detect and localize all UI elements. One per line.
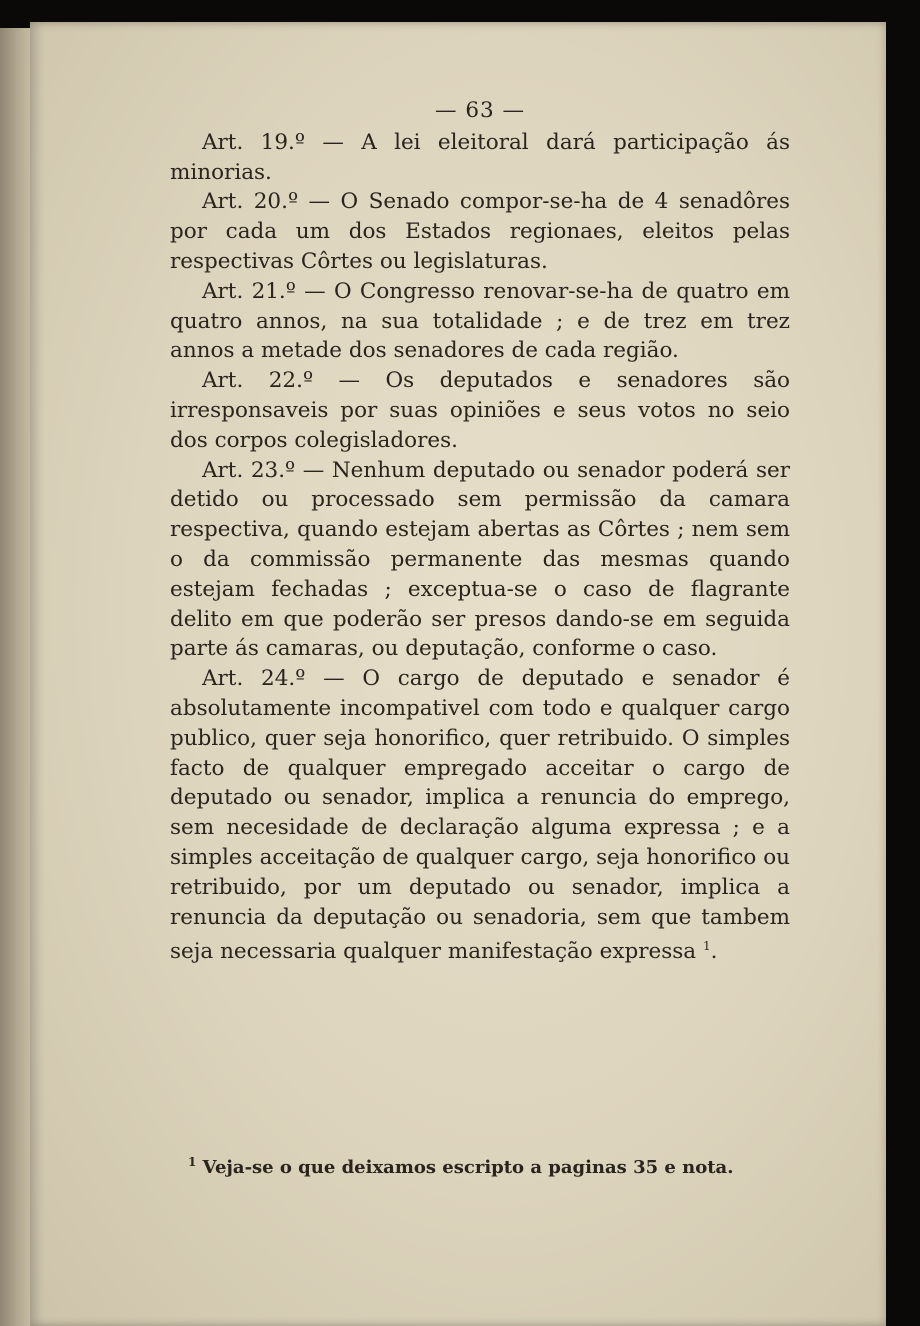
article-24-text: Art. 24.º — O cargo de deputado e senador é absolutamente incompativel com todo e qualquer cargo publico, quer seja honorifico, quer retribuido. O simples facto de qualquer empregado acceitar o cargo de deputado ou senador, implica a renuncia do emprego, sem necesidade de declaração alguma expressa ; e a simples acceitação de qualquer cargo, seja honorifico ou retribuido, por um deputado ou senador, implica a renuncia da deputação ou senadoria, sem que tambem seja necessaria qualquer manifestação expressa [170, 666, 790, 965]
article-19: Art. 19.º — A lei eleitoral dará participação ás minorias. [170, 129, 790, 185]
article-22: Art. 22.º — Os deputados e senadores são irresponsaveis por suas opiniões e seus votos no seio dos corpos colegisladores. [170, 368, 790, 453]
article-23: Art. 23.º — Nenhum deputado ou senador poderá ser detido ou processado sem permissão da camara respectiva, quando estejam abertas as Côrtes ; nem sem o da commissão permanente das mesmas quando estejam fechadas ; exceptua-se o caso de flagrante delito em que poderão ser presos dando-se em seguida parte ás camaras, ou deputação, conforme o caso. [170, 457, 790, 662]
page-edge-shadow [886, 22, 920, 1326]
article-20: Art. 20.º — O Senado compor-se-ha de 4 senadôres por cada um dos Estados regionaes, eleitos pelas respectivas Côrtes ou legislaturas. [170, 189, 790, 274]
article-21: Art. 21.º — O Congresso renovar-se-ha de quatro em quatro annos, na sua totalidade ; e de trez em trez annos a metade dos senadores de cada região. [170, 278, 790, 364]
article-24 [170, 664, 790, 967]
footnote-number: 1 [188, 1155, 197, 1169]
footnote-text: Veja-se o que deixamos escripto a paginas 35 e nota. [202, 1157, 734, 1178]
article-24-final-punctuation: . [710, 939, 718, 965]
footnote [170, 1149, 808, 1181]
page-body [170, 96, 790, 967]
footnote-reference: 1 [702, 939, 711, 954]
page-number: — 63 — [434, 98, 526, 123]
